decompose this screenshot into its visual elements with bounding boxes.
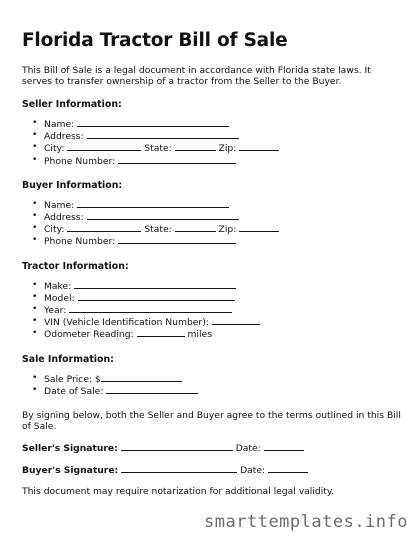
tractor-vin-field[interactable]: • VIN (Vehicle Identification Number): xyxy=(44,316,402,328)
seller-heading: Seller Information: xyxy=(22,99,122,110)
tractor-make-blank[interactable] xyxy=(74,280,236,289)
seller-zip-blank[interactable] xyxy=(239,142,279,151)
seller-name-blank[interactable] xyxy=(77,118,229,127)
seller-name-field[interactable]: • Name: xyxy=(44,118,402,130)
buyer-state-blank[interactable] xyxy=(175,223,216,232)
sale-date-blank[interactable] xyxy=(106,385,198,394)
seller-address-blank[interactable] xyxy=(87,130,239,139)
tractor-odometer-field[interactable]: • Odometer Reading: miles xyxy=(44,328,402,340)
buyer-name-field[interactable]: • Name: xyxy=(44,199,402,211)
tractor-vin-blank[interactable] xyxy=(212,316,260,325)
tractor-year-field[interactable]: • Year: xyxy=(44,304,402,316)
seller-phone-field[interactable]: • Phone Number: xyxy=(44,155,402,167)
sale-heading: Sale Information: xyxy=(22,353,114,365)
tractor-heading: Tractor Information: xyxy=(22,260,129,272)
buyer-fields xyxy=(22,199,402,248)
tractor-model-blank[interactable] xyxy=(78,292,235,301)
seller-address-field[interactable]: • Address: xyxy=(44,130,402,142)
footer-note: This document may require notarization for additional legal validity. xyxy=(22,486,334,498)
bill-of-sale-document xyxy=(22,30,402,497)
buyer-zip-blank[interactable] xyxy=(239,223,279,232)
buyer-signature-date-blank[interactable] xyxy=(268,464,308,473)
seller-state-blank[interactable] xyxy=(175,142,216,151)
seller-signature-blank[interactable] xyxy=(121,442,233,451)
tractor-odometer-blank[interactable] xyxy=(137,328,185,337)
seller-signature-date-blank[interactable] xyxy=(264,442,304,451)
buyer-phone-blank[interactable] xyxy=(118,235,236,244)
sale-date-field[interactable]: • Date of Sale: xyxy=(44,385,402,397)
intro-paragraph: This Bill of Sale is a legal document in accordance with Florida state laws. It serves to transfer ownership of a tractor from the Seller to the Buyer. xyxy=(22,65,371,87)
seller-phone-blank[interactable] xyxy=(118,155,236,164)
seller-city-state-zip-field[interactable]: • City: State: Zip: xyxy=(44,142,402,154)
sale-fields xyxy=(22,373,402,397)
seller-fields xyxy=(22,118,402,167)
sale-price-blank[interactable] xyxy=(101,373,182,382)
agreement-paragraph: By signing below, both the Seller and Buyer agree to the terms outlined in this Bill of Sale. xyxy=(22,410,401,433)
seller-signature-line[interactable]: Seller's Signature: Date: xyxy=(22,442,402,454)
document-title: Florida Tractor Bill of Sale xyxy=(22,30,288,51)
buyer-address-field[interactable]: • Address: xyxy=(44,211,402,223)
tractor-fields xyxy=(22,280,402,341)
buyer-address-blank[interactable] xyxy=(87,211,239,220)
tractor-year-blank[interactable] xyxy=(69,304,232,313)
buyer-city-state-zip-field[interactable]: • City: State: Zip: xyxy=(44,223,402,235)
seller-city-blank[interactable] xyxy=(67,142,141,151)
buyer-signature-blank[interactable] xyxy=(121,464,237,473)
watermark: smarttemplates.info xyxy=(204,512,408,532)
buyer-signature-line[interactable]: Buyer's Signature: Date: xyxy=(22,464,402,476)
buyer-phone-field[interactable]: • Phone Number: xyxy=(44,235,402,247)
tractor-make-field[interactable]: • Make: xyxy=(44,280,402,292)
buyer-city-blank[interactable] xyxy=(67,223,141,232)
buyer-heading: Buyer Information: xyxy=(22,179,123,191)
tractor-model-field[interactable]: • Model: xyxy=(44,292,402,304)
buyer-name-blank[interactable] xyxy=(77,199,229,208)
sale-price-field[interactable]: • Sale Price: $ xyxy=(44,373,402,385)
